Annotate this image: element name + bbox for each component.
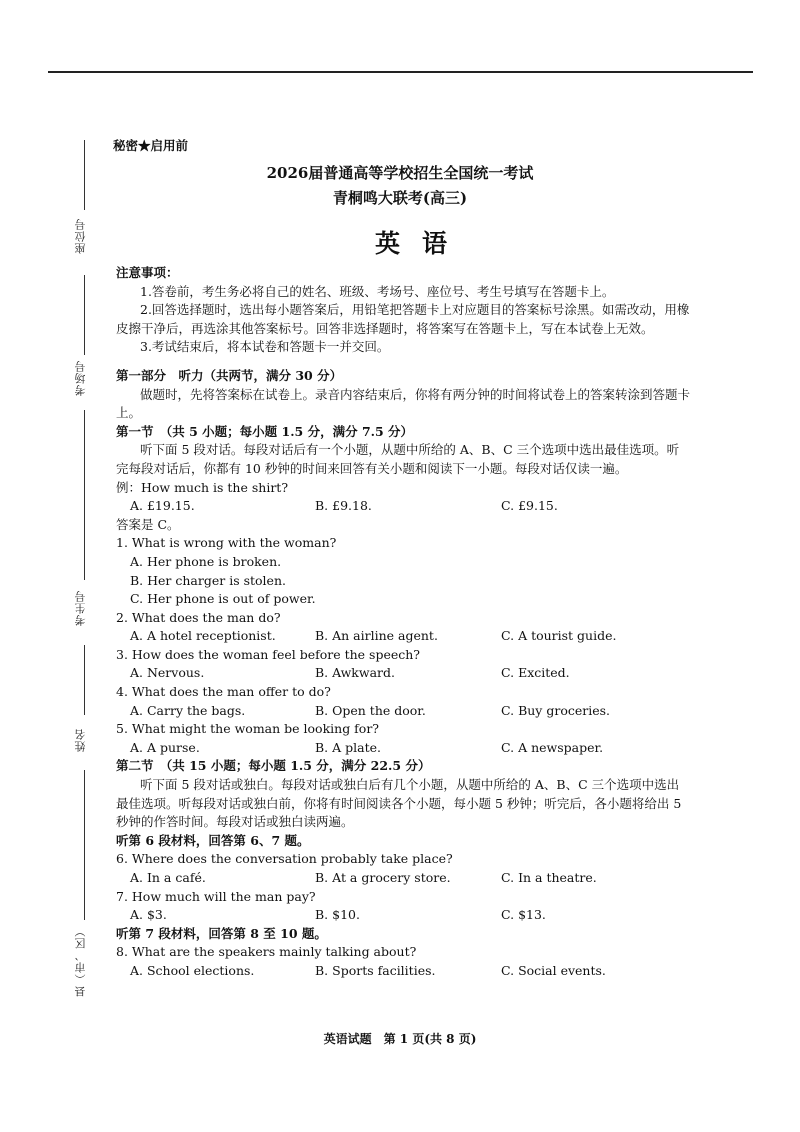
option: A. A purse. bbox=[130, 739, 200, 755]
notice-item: 2.回答选择题时，选出每小题答案后，用铅笔把答题卡上对应题目的答案标号涂黑。如需改动，用橡皮擦干净后，再选涂其他答案标号。回答非选择题时，将答案写在答题卡上，写在本试卷上无效。 bbox=[116, 302, 690, 336]
example-options bbox=[116, 497, 690, 516]
option: C. A tourist guide. bbox=[501, 628, 617, 644]
exam-no-label: 考生号 bbox=[74, 590, 87, 626]
section1-heading: 第一节 （共 5 小题；每小题 1.5 分，满分 7.5 分） bbox=[116, 423, 414, 439]
option: A. £19.15. bbox=[130, 498, 195, 514]
option: C. Excited. bbox=[501, 665, 570, 681]
binding-line bbox=[84, 410, 85, 580]
question-2: 2. What does the man do? bbox=[116, 609, 281, 625]
question-4: 4. What does the man offer to do? bbox=[116, 684, 331, 700]
question-options bbox=[116, 702, 690, 721]
notice-item: 3.考试结束后，将本试卷和答题卡一并交回。 bbox=[140, 339, 390, 355]
binding-line bbox=[84, 275, 85, 355]
option: A. Carry the bags. bbox=[130, 702, 246, 718]
example-question: 例：How much is the shirt? bbox=[116, 479, 289, 495]
part1-heading: 第一部分 听力（共两节，满分 30 分） bbox=[116, 367, 343, 383]
binding-line bbox=[84, 140, 85, 210]
option: A. Her phone is broken. bbox=[130, 553, 282, 569]
example-answer: 答案是 C。 bbox=[116, 516, 180, 532]
section2-heading: 第二节 （共 15 小题；每小题 1.5 分，满分 22.5 分） bbox=[116, 758, 431, 774]
option: A. In a café. bbox=[130, 870, 206, 885]
question-options bbox=[116, 739, 690, 758]
option: C. Social events. bbox=[501, 962, 606, 978]
question-3: 3. How does the woman feel before the speech? bbox=[116, 646, 421, 662]
material-6-heading: 听第 6 段材料，回答第 6、7 题。 bbox=[116, 832, 310, 848]
question-5: 5. What might the woman be looking for? bbox=[116, 721, 379, 737]
question-options bbox=[116, 962, 690, 981]
page-footer: 英语试题 第 1 页(共 8 页) bbox=[323, 1032, 477, 1046]
exam-room-label: 考场号 bbox=[74, 360, 87, 396]
page-content bbox=[116, 264, 690, 981]
option: A. School elections. bbox=[130, 962, 255, 978]
name-label: 姓名 bbox=[74, 728, 87, 752]
question-options bbox=[116, 664, 690, 683]
option: B. At a grocery store. bbox=[315, 870, 451, 885]
option: B. Sports facilities. bbox=[315, 962, 436, 978]
option: C. £9.15. bbox=[501, 498, 558, 514]
binding-line bbox=[84, 770, 85, 920]
option: C. Buy groceries. bbox=[501, 702, 610, 718]
part1-intro: 做题时，先将答案标在试卷上。录音内容结束后，你将有两分钟的时间将试卷上的答案转涂到答题卡上。 bbox=[116, 386, 691, 421]
binding-line bbox=[84, 645, 85, 715]
option: B. Her charger is stolen. bbox=[130, 572, 286, 588]
county-label: 县（市、区） bbox=[74, 925, 87, 997]
question-1: 1. What is wrong with the woman? bbox=[116, 535, 337, 551]
option: B. £9.18. bbox=[315, 498, 372, 514]
option: B. An airline agent. bbox=[315, 628, 438, 644]
option: C. A newspaper. bbox=[501, 739, 604, 755]
option: A. $3. bbox=[130, 907, 167, 923]
top-rule bbox=[48, 71, 753, 73]
question-options bbox=[116, 869, 690, 888]
confidential-mark: 秘密★启用前 bbox=[113, 138, 189, 153]
exam-title: 2026届普通高等学校招生全国统一考试 bbox=[266, 164, 534, 182]
question-options bbox=[116, 906, 690, 925]
option: A. A hotel receptionist. bbox=[130, 628, 276, 644]
option: B. $10. bbox=[315, 907, 360, 923]
subject-title: 英语 bbox=[374, 229, 469, 258]
seat-label: 座位号 bbox=[74, 218, 87, 254]
option: B. Awkward. bbox=[315, 665, 395, 681]
option: C. $13. bbox=[501, 907, 546, 923]
option: A. Nervous. bbox=[130, 665, 205, 681]
option: B. A plate. bbox=[315, 739, 381, 755]
exam-subtitle: 青桐鸣大联考(高三) bbox=[332, 189, 468, 207]
option: B. Open the door. bbox=[315, 702, 426, 718]
binding-margin bbox=[0, 0, 110, 1132]
material-7-heading: 听第 7 段材料，回答第 8 至 10 题。 bbox=[116, 925, 327, 941]
question-8: 8. What are the speakers mainly talking about? bbox=[116, 944, 417, 960]
question-options bbox=[116, 627, 690, 646]
question-6: 6. Where does the conversation probably take place? bbox=[116, 851, 453, 867]
option: C. In a theatre. bbox=[501, 870, 597, 885]
section1-intro: 听下面 5 段对话。每段对话后有一个小题，从题中所给的 A、B、C 三个选项中选出最佳选项。听完每段对话后，你都有 10 秒钟的时间来回答有关小题和阅读下一小题。每段对话仅读一遍。 bbox=[116, 442, 680, 476]
option: C. Her phone is out of power. bbox=[130, 591, 316, 607]
question-7: 7. How much will the man pay? bbox=[116, 888, 316, 904]
notice-item: 1.答卷前，考生务必将自己的姓名、班级、考场号、座位号、考生号填写在答题卡上。 bbox=[140, 283, 615, 299]
notice-heading: 注意事项： bbox=[116, 265, 179, 280]
section2-intro: 听下面 5 段对话或独白。每段对话或独白后有几个小题，从题中所给的 A、B、C 三个选项中选出最佳选项。听每段对话或独白前，你将有时间阅读各个小题，每小题 5 秒钟；听完后，各小题将给出 5 秒钟的作答时间。每段对话或独白读两遍。 bbox=[116, 777, 682, 830]
